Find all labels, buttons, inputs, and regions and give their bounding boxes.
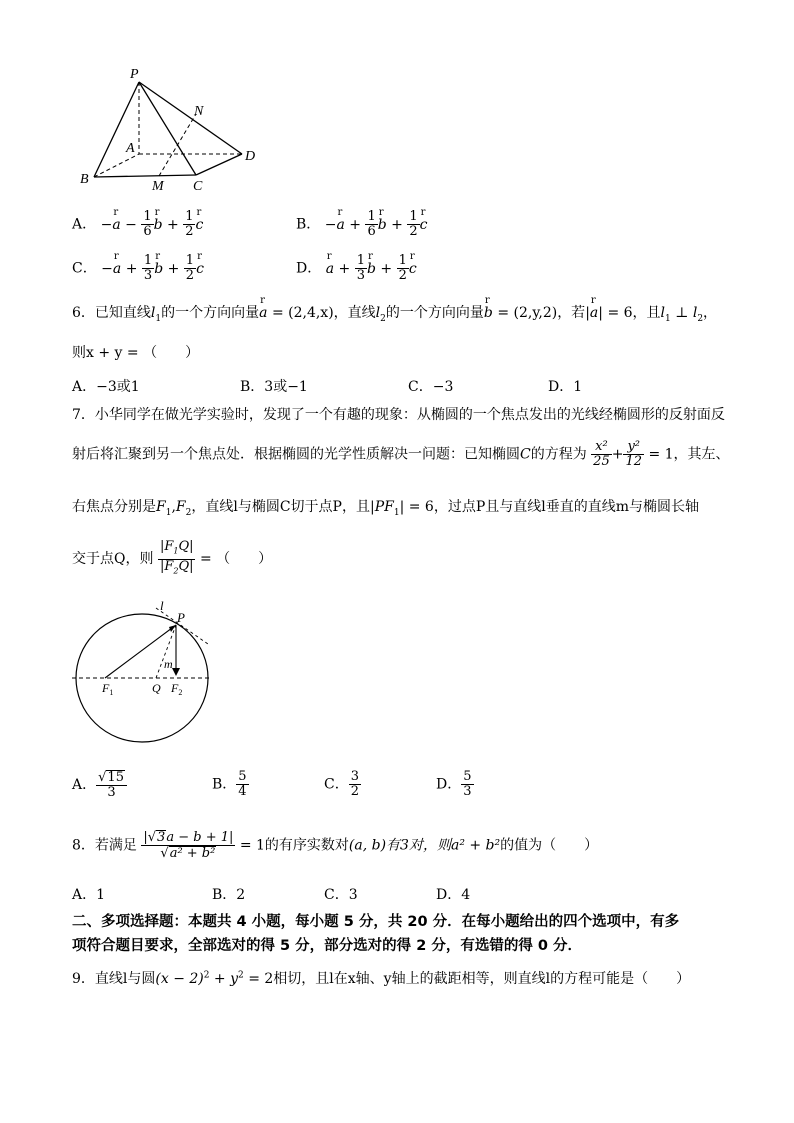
q7-option-b[interactable]: B． $\frac{5}{4}$ xyxy=(212,769,247,799)
label-A: A xyxy=(126,141,135,156)
q7-line4: 交于点Q，则 $\frac{|F_1Q|}{|F_2Q|}$ = （ ） xyxy=(72,539,273,576)
q5-option-c[interactable]: C． −r a + $\frac{1}{3}$ r b + $\frac{1}{2}$ r c xyxy=(72,254,204,283)
q6-line2: 则x + y = （ ） xyxy=(72,345,200,361)
q8-option-d[interactable]: D．4 xyxy=(436,887,471,903)
q7-option-a[interactable]: A． $\frac{√15}{3}$ xyxy=(72,770,127,800)
label-C: C xyxy=(193,179,203,194)
q7-line3: 右焦点分别是$F_1,F_2$，直线l与椭圆C切于点P，且$|PF_1| = 6$，过点P且与直线l垂直的直线m与椭圆长轴 xyxy=(72,499,699,518)
q6-option-a[interactable]: A．−3或1 xyxy=(72,379,140,395)
label-F1: $F_1$ xyxy=(102,681,114,697)
label-P: P xyxy=(130,67,139,82)
q6-option-c[interactable]: C．−3 xyxy=(408,379,454,395)
label-B: B xyxy=(80,172,89,187)
ellipse-figure xyxy=(72,598,222,748)
q7-option-c[interactable]: C． $\frac{3}{2}$ xyxy=(324,769,359,799)
label-F2: $F_2$ xyxy=(171,681,183,697)
section2-line2: 项符合题目要求，全部选对的得 5 分，部分选对的得 2 分，有选错的得 0 分． xyxy=(72,938,583,954)
label-Q: Q xyxy=(152,681,161,695)
q7-option-d[interactable]: D． $\frac{5}{3}$ xyxy=(436,769,472,799)
q6-option-b[interactable]: B．3或−1 xyxy=(240,379,308,395)
q5-option-b[interactable]: B． −r a + $\frac{1}{6}$ r b + $\frac{1}{2}$ r c xyxy=(296,210,428,239)
q5-option-a[interactable]: A． −r a − $\frac{1}{6}$ r b + $\frac{1}{2}$ r c xyxy=(72,210,203,239)
q7-line1: 7．小华同学在做光学实验时，发现了一个有趣的现象：从椭圆的一个焦点发出的光线经椭圆形的反射面反 xyxy=(72,407,725,423)
q6-option-d[interactable]: D．1 xyxy=(548,379,583,395)
q8-option-c[interactable]: C．3 xyxy=(324,887,358,903)
q8-stem: 8．若满足 $\frac{|√3a - b + 1|}{\text{√a² + b²}}$ = 1的有序实数对(a, b)有3对，则a² + b²的值为（ ） xyxy=(72,830,599,861)
pyramid-figure xyxy=(72,66,272,196)
q8-option-b[interactable]: B．2 xyxy=(212,887,246,903)
section2-line1: 二、多项选择题：本题共 4 小题，每小题 5 分，共 20 分．在每小题给出的四个选项中，有多 xyxy=(72,914,680,930)
q5-option-d[interactable]: D． r a + $\frac{1}{3}$ r b + $\frac{1}{2}$ r c xyxy=(296,254,417,283)
label-M: M xyxy=(152,179,164,194)
label-D: D xyxy=(245,149,256,164)
q7-line2: 射后将汇聚到另一个焦点处．根据椭圆的光学性质解决一问题：已知椭圆C的方程为 $\frac{\text{x²}}{25}$ + $\frac{\text{y²}}{12}$ = 1，其左、 xyxy=(72,439,730,469)
q9-stem: 9．直线l与圆$(x - 2)^2 + y^2 = 2$相切，且l在x轴、y轴上的截距相等，则直线l的方程可能是（ ） xyxy=(72,970,691,987)
q8-option-a[interactable]: A．1 xyxy=(72,887,106,903)
label-m: m xyxy=(164,657,173,671)
label-N: N xyxy=(194,104,204,119)
label-P-ellipse: P xyxy=(177,610,185,625)
label-l: l xyxy=(160,598,164,613)
q6-stem: 6．已知直线$l_1$的一个方向向量r a = (2,4,x)，直线$l_2$的一个方向向量r b = (2,y,2)，若|r a| = 6，且$l_1$ ⊥ $l_2$， xyxy=(72,302,717,324)
